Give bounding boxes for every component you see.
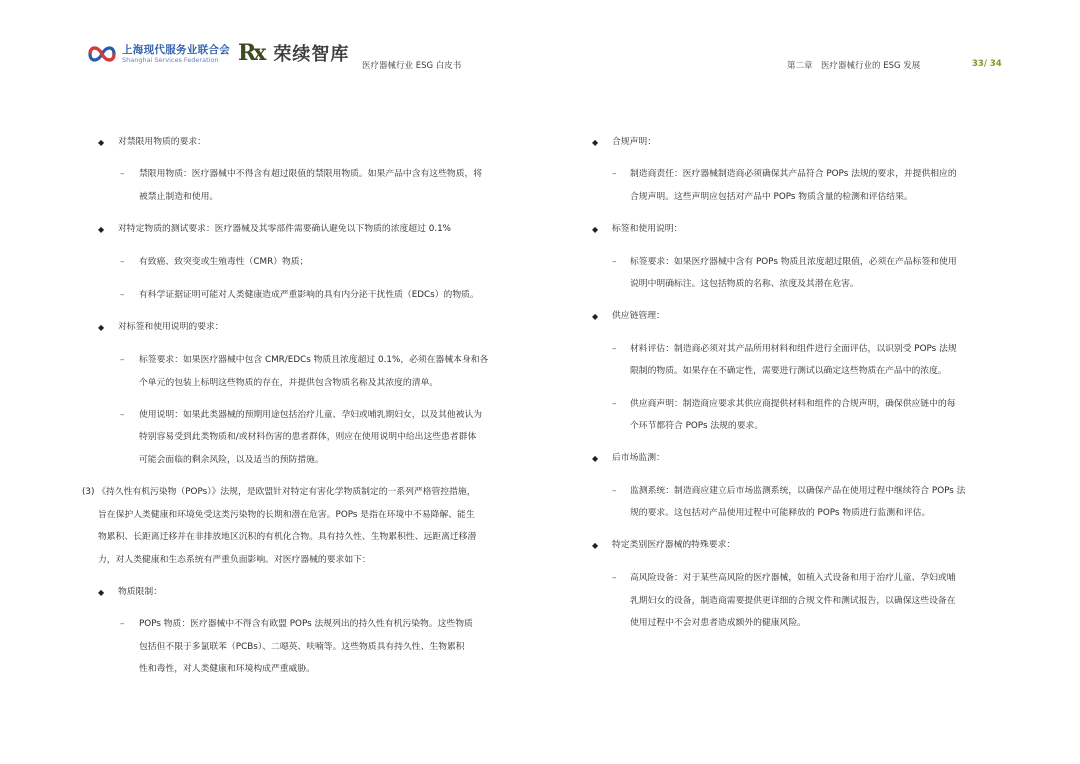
list-item: 后市场监测： <box>612 453 665 463</box>
dash-icon: – <box>612 257 617 267</box>
list-item: 规的要求。这包括对产品使用过程中可能释放的 POPs 物质进行监测和评估。 <box>630 508 931 518</box>
bullet-icon: ◆ <box>592 454 599 463</box>
list-item: 被禁止制造和使用。 <box>139 192 219 202</box>
list-item: 有致癌、致突变或生殖毒性（CMR）物质； <box>139 257 309 267</box>
list-item: 高风险设备：对于某些高风险的医疗器械，如植入式设备和用于治疗儿童、孕妇或哺 <box>630 573 956 583</box>
list-item: 标签和使用说明： <box>612 224 683 234</box>
ssf-logo <box>86 41 230 67</box>
dash-icon: – <box>120 290 125 300</box>
list-item: 可能会面临的剩余风险，以及适当的预防措施。 <box>139 455 324 465</box>
list-item: 使用说明：如果此类器械的预期用途包括治疗儿童、孕妇或哺乳期妇女，以及其他被认为 <box>139 410 483 420</box>
paragraph: 物累积、长距离迁移并在非排放地区沉积的有机化合物。具有持久性、生物累积性、远距离迁移潜 <box>98 532 477 542</box>
chapter-title: 第二章 医疗器械行业的 ESG 发展 <box>787 61 921 71</box>
dash-icon: – <box>120 257 125 267</box>
list-item: 个单元的包装上标明这些物质的存在，并提供包含物质名称及其浓度的清单。 <box>139 378 439 388</box>
dash-icon: – <box>120 619 125 629</box>
list-item: 对标签和使用说明的要求： <box>118 322 224 332</box>
list-item: 限制的物质。如果存在不确定性，需要进行测试以确定这些物质在产品中的浓度。 <box>630 366 947 376</box>
list-item: 供应商声明：制造商应要求其供应商提供材料和组件的合规声明，确保供应链中的每 <box>630 399 956 409</box>
bullet-icon: ◆ <box>98 323 105 332</box>
rx-logo <box>238 40 349 66</box>
dash-icon: – <box>612 573 617 583</box>
list-item: 禁限用物质：医疗器械中不得含有超过限值的禁限用物质。如果产品中含有这些物质，将 <box>139 169 483 179</box>
list-item: 物质限制： <box>118 587 162 597</box>
paragraph: 力，对人类健康和生态系统有严重负面影响。对医疗器械的要求如下： <box>98 555 371 565</box>
list-item: 标签要求：如果医疗器械中含有 POPs 物质且浓度超过限值，必须在产品标签和使用 <box>630 257 957 267</box>
paragraph: (3) 《持久性有机污染物（POPs）》法规，是欧盟针对特定有害化学物质制定的一系列严格管控措施， <box>82 487 476 497</box>
bullet-icon: ◆ <box>592 312 599 321</box>
list-item: 性和毒性，对人类健康和环境构成严重威胁。 <box>139 664 315 674</box>
page-number: 33/ 34 <box>972 59 1002 69</box>
ssf-logo-cn: 上海现代服务业联合会 <box>122 43 230 56</box>
list-item: POPs 物质：医疗器械中不得含有欧盟 POPs 法规列出的持久性有机污染物。这些物质 <box>139 619 473 629</box>
bullet-icon: ◆ <box>592 541 599 550</box>
bullet-icon: ◆ <box>98 588 105 597</box>
list-item: 合规声明： <box>612 137 656 147</box>
dash-icon: – <box>120 410 125 420</box>
bullet-icon: ◆ <box>98 138 105 147</box>
paragraph: 旨在保护人类健康和环境免受这类污染物的长期和潜在危害。POPs 是指在环境中不易降解、能生 <box>98 510 475 520</box>
list-item: 监测系统：制造商应建立后市场监测系统，以确保产品在使用过程中继续符合 POPs 法 <box>630 486 966 496</box>
dash-icon: – <box>612 169 617 179</box>
dash-icon: – <box>612 344 617 354</box>
bullet-icon: ◆ <box>592 225 599 234</box>
list-item: 包括但不限于多氯联苯（PCBs）、二噁英、呋喃等。这些物质具有持久性、生物累积 <box>139 642 465 652</box>
list-item: 对禁限用物质的要求： <box>118 137 206 147</box>
page-header <box>0 0 1080 80</box>
list-item: 标签要求：如果医疗器械中包含 CMR/EDCs 物质且浓度超过 0.1%，必须在器械本身和各 <box>139 355 489 365</box>
list-item: 乳期妇女的设备，制造商需要提供更详细的合规文件和测试报告，以确保这些设备在 <box>630 596 956 606</box>
list-item: 说明中明确标注。这包括物质的名称、浓度及其潜在危害。 <box>630 279 859 289</box>
list-item: 材料评估：制造商必须对其产品所用材料和组件进行全面评估，以识别受 POPs 法规 <box>630 344 957 354</box>
list-item: 对特定物质的测试要求：医疗器械及其零部件需要确认避免以下物质的浓度超过 0.1% <box>118 224 452 234</box>
list-item: 有科学证据证明可能对人类健康造成严重影响的具有内分泌干扰性质（EDCs）的物质。 <box>139 290 479 300</box>
document-title: 医疗器械行业 ESG 白皮书 <box>362 61 462 71</box>
list-item: 特定类别医疗器械的特殊要求： <box>612 540 736 550</box>
dash-icon: – <box>612 486 617 496</box>
rx-logo-name: 荣续智库 <box>273 44 350 65</box>
rx-logo-mark: Rx <box>238 40 264 66</box>
bullet-icon: ◆ <box>592 138 599 147</box>
dash-icon: – <box>612 399 617 409</box>
dash-icon: – <box>120 169 125 179</box>
list-item: 特别容易受到此类物质和/或材料伤害的患者群体，则应在使用说明中给出这些患者群体 <box>139 432 477 442</box>
list-item: 合规声明。这些声明应包括对产品中 POPs 物质含量的检测和评估结果。 <box>630 192 913 202</box>
list-item: 供应链管理： <box>612 311 665 321</box>
list-item: 个环节都符合 POPs 法规的要求。 <box>630 421 764 431</box>
list-item: 使用过程中不会对患者造成额外的健康风险。 <box>630 618 806 628</box>
ssf-logo-en: Shanghai Services Federation <box>122 56 219 64</box>
ssf-logo-icon <box>86 41 118 67</box>
dash-icon: – <box>120 355 125 365</box>
list-item: 制造商责任：医疗器械制造商必须确保其产品符合 POPs 法规的要求，并提供相应的 <box>630 169 957 179</box>
bullet-icon: ◆ <box>98 225 105 234</box>
